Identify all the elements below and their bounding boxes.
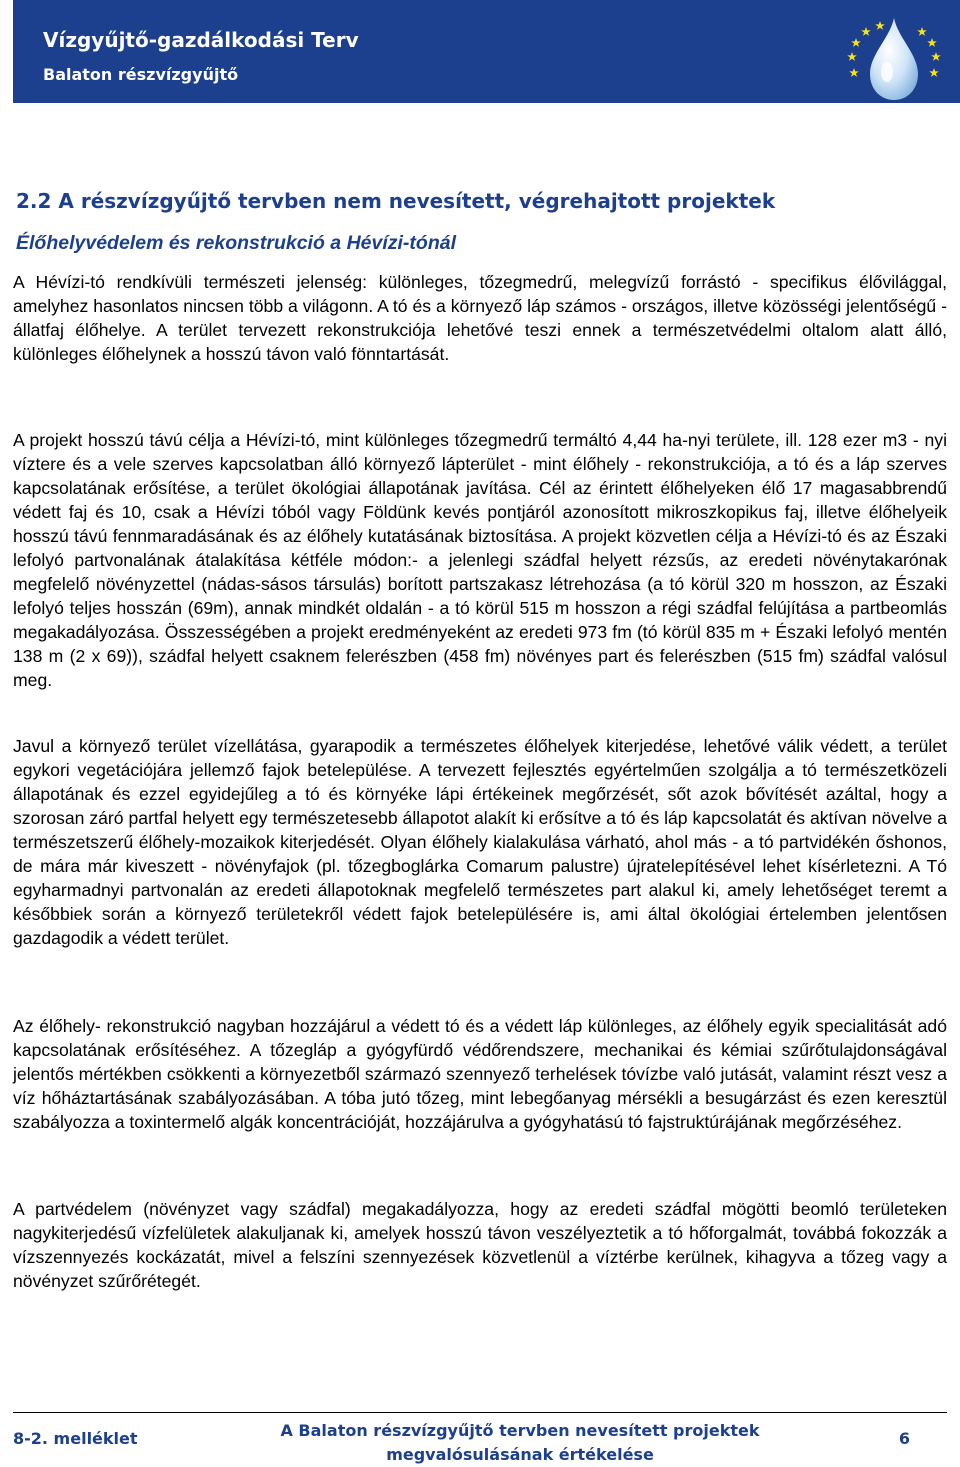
paragraph-4: Az élőhely- rekonstrukció nagyban hozzájárul a védett tó és a védett láp különleges, az élőhely egyik specialitását adó kapcsolatának erősítéséhez. A tőzegláp a gyógyfürdő védőrendszere, mechanikai és kémiai szűrőtulajdonságával jelentős mértékben csökkenti a környezetből származó szennyező terhelések tóvízbe való jutását, valamint részt vesz a víz hőháztartásának szabályozásában. A tóba jutó tőzeg, mint lebegőanyag mérsékli a besugárzást és ezen keresztül szabályozza a toxintermelő algák koncentrációját, hozzájárulva a gyógyhatású tó fajstruktúrájának megőrzéséhez. <box>13 1016 947 1132</box>
footer-title-line-1: A Balaton részvízgyűjtő tervben nevesített projektek <box>280 1421 760 1440</box>
paragraph-1: A Hévízi-tó rendkívüli természeti jelenség: különleges, tőzegmedrű, melegvízű forrástó - specifikus élővilággal, amelyhez hasonlatos nincsen több a világonn. A tó és a környező láp számos - országos, illetve közösségi jelentőségű - állatfaj élőhelye. A terület tervezett rekonstrukciója lehetővé teszi ennek a természetvédelmi oltalom alatt álló, különleges élőhelynek a hosszú távon való fönntartását. <box>13 272 947 364</box>
footer-annex-label: 8-2. melléklet <box>13 1429 138 1448</box>
header-title: Vízgyűjtő-gazdálkodási Terv <box>43 28 359 52</box>
page-number: 6 <box>898 1429 910 1448</box>
footer-title-line-2: megvalósulásának értékelése <box>386 1445 654 1464</box>
paragraph-2: A projekt hosszú távú célja a Hévízi-tó, mint különleges tőzegmedrű termáltó 4,44 ha-nyi területe, ill. 128 ezer m3 - nyi víztere és a vele szerves kapcsolatban álló környező lápterület - mint élőhely - rekonstrukciója, a tó és a láp szerves kapcsolatának erősítése, a terület ökológiai állapotának javítása. Cél az érintett élőhelyeken élő 17 magasabbrendű védett faj és 10, csak a Hévízi tóból vagy Földünk kevés pontjáról azonosított mikroszkopikus faj, illetve élőhelyeik hosszú távú fennmaradásának és az élőhely kutatásának biztosítása. A projekt közvetlen célja a Hévízi-tó és az Északi lefolyó partvonalának átalakítása kétféle módon:- a jelenlegi szádfal helyett rézsűs, az eredeti növénytakarónak megfelelő növényzettel (nádas-sásos társulás) borított partszakasz létrehozása (a tó körül 320 m hosszon, az Északi lefolyó teljes hosszán (69m), annak mindkét oldalán - a tó körül 515 m hosszon a régi szádfal felújítása a partbeomlás megakadályozása. Összességében a projekt eredményeként az eredeti 973 fm (tó körül 835 m + Északi lefolyó mentén 138 m (2 x 69)), szádfal helyett csaknem felerészben (458 fm) növényes part és felerészben (515 fm) szádfal valósul meg. <box>13 430 947 690</box>
footer-divider <box>13 1412 947 1413</box>
footer-document-title <box>270 1419 770 1467</box>
header-subtitle: Balaton részvízgyűjtő <box>43 65 239 84</box>
section-title: 2.2 A részvízgyűjtő tervben nem nevesített, végrehajtott projektek <box>16 189 776 213</box>
paragraph-3: Javul a környező terület vízellátása, gyarapodik a természetes élőhelyek kiterjedése, lehetővé válik védett, a terület egykori vegetációjára jellemző fajok betelepülése. A tervezett fejlesztés egyértelműen szolgálja a tó természetközeli állapotának és ezzel egyidejűleg a tó és környéke lápi értékeinek megőrzését, sőt azok bővítését azáltal, hogy a szorosan záró partfal helyett egy természetesebb állapotot alakít ki erősítve a tó és láp kapcsolatát és aktívan növelve a természetszerű élőhely-mozaikok kiterjedését. Olyan élőhely kialakulása várható, ahol más - a tó partvidékén őshonos, de mára már kiveszett - növényfajok (pl. tőzegboglárka Comarum palustre) újratelepítésével lehet kísérletezni. A Tó egyharmadnyi partvonalán az eredeti állapotoknak megfelelő természetes part alakul ki, amely lehetőséget teremt a későbbiek során a környező területekről védett fajok betelepülésére is, ami által ökológiai értelemben jelentősen gazdagodik a védett terület. <box>13 736 947 948</box>
subsection-title: Élőhelyvédelem és rekonstrukció a Hévízi-tónál <box>16 232 456 254</box>
paragraph-5: A partvédelem (növényzet vagy szádfal) megakadályozza, hogy az eredeti szádfal mögötti beomló területeken nagykiterjedésű vízfelületek alakuljanak ki, amelyek hosszú távon veszélyeztetik a tó hőforgalmát, továbbá fokozzák a vízszennyezés kockázatát, mivel a felszíni szennyezések közvetlenül a víztérbe kerülnek, kihagyva a tőzeg vagy a növényzet szűrőrétegét. <box>13 1199 947 1291</box>
water-drop-eu-stars-icon <box>832 12 952 102</box>
header-banner <box>13 0 960 103</box>
